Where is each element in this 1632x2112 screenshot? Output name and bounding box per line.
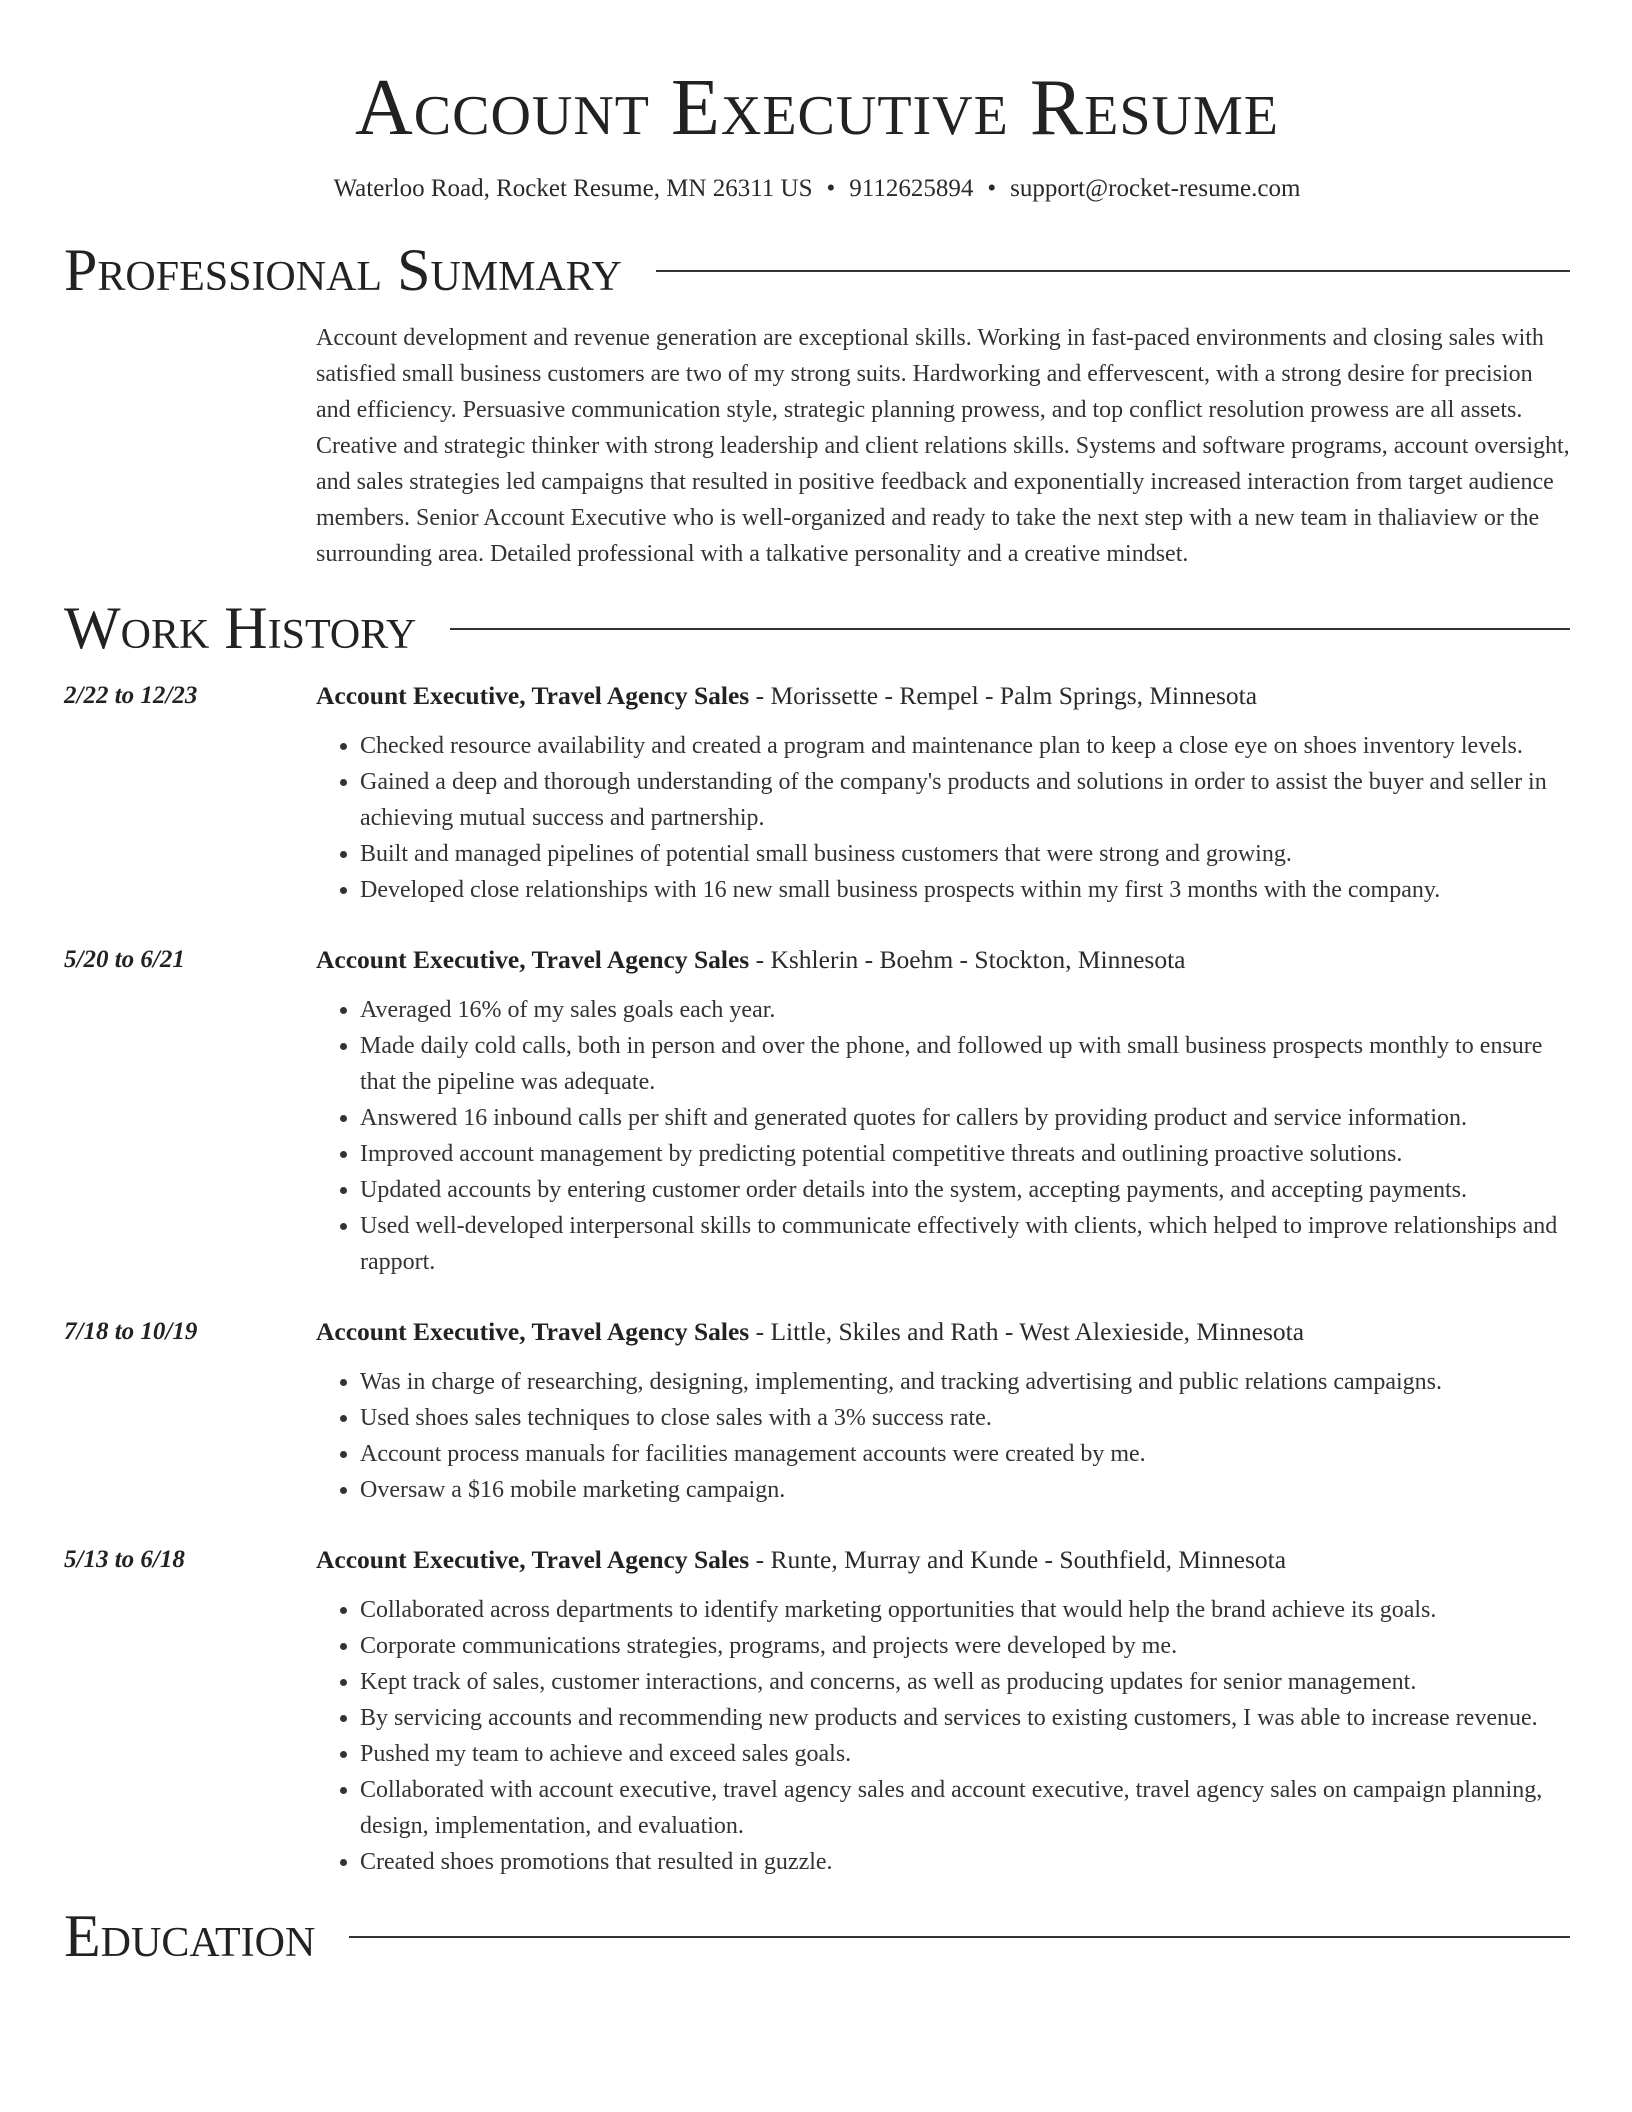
job-heading [316, 678, 1570, 714]
job-entry [64, 1314, 1570, 1508]
job-bullet: • Was in charge of researching, designing, implementing, and tracking advertising and public relations campaigns. [360, 1364, 1570, 1400]
job-bullet: • Used well-developed interpersonal skills to communicate effectively with clients, which helped to improve relationships and rapport. [360, 1208, 1570, 1280]
job-bullets [316, 992, 1570, 1280]
section-title-education: Education [64, 1903, 316, 1969]
contact-line [64, 172, 1570, 206]
job-bullet: • Corporate communications strategies, programs, and projects were developed by me. [360, 1628, 1570, 1664]
job-bullets [316, 728, 1570, 908]
job-body [316, 942, 1570, 1280]
section-divider [349, 1936, 1570, 1938]
job-bullet: • Checked resource availability and created a program and maintenance plan to keep a close eye on shoes inventory levels. [360, 728, 1570, 764]
job-bullet: • Answered 16 inbound calls per shift and generated quotes for callers by providing product and service information. [360, 1100, 1570, 1136]
job-dates: 5/13 to 6/18 [64, 1546, 185, 1573]
section-header-education [64, 1904, 1570, 1968]
job-bullet: • Updated accounts by entering customer order details into the system, accepting payments, and accepting payments. [360, 1172, 1570, 1208]
job-title: Account Executive, Travel Agency Sales [316, 945, 750, 974]
job-bullet: • Created shoes promotions that resulted in guzzle. [360, 1844, 1570, 1880]
job-bullet: • Built and managed pipelines of potential small business customers that were strong and growing. [360, 836, 1570, 872]
job-bullet: • Oversaw a $16 mobile marketing campaign. [360, 1472, 1570, 1508]
job-entry [64, 678, 1570, 908]
section-title-summary: Professional Summary [64, 237, 622, 303]
section-header-work-history [64, 596, 1570, 660]
job-bullet: • Used shoes sales techniques to close sales with a 3% success rate. [360, 1400, 1570, 1436]
job-bullet: • By servicing accounts and recommending new products and services to existing customers, I was able to increase revenue. [360, 1700, 1570, 1736]
job-bullet: • Averaged 16% of my sales goals each year. [360, 992, 1570, 1028]
job-bullet: • Improved account management by predicting potential competitive threats and outlining proactive solutions. [360, 1136, 1570, 1172]
section-divider [450, 628, 1570, 630]
contact-separator: • [987, 175, 997, 202]
resume-title: Account Executive Resume [355, 64, 1279, 152]
job-body [316, 1314, 1570, 1508]
job-company: - Little, Skiles and Rath - West Alexieside, Minnesota [749, 1317, 1305, 1346]
job-bullet: • Developed close relationships with 16 new small business prospects within my first 3 months with the company. [360, 872, 1570, 908]
job-title: Account Executive, Travel Agency Sales [316, 1545, 750, 1574]
job-bullet: • Account process manuals for facilities management accounts were created by me. [360, 1436, 1570, 1472]
summary-text: Account development and revenue generation are exceptional skills. Working in fast-paced environments and closing sales with satisfied small business customers are two of my strong suits. Hardworking and effervescent, with a strong desire for precision and efficiency. Persuasive communication style, strategic planning prowess, and top conflict resolution prowess are all assets. Creative and strategic thinker with strong leadership and client relations skills. Systems and software programs, account oversight, and sales strategies led campaigns that resulted in positive feedback and exponentially increased interaction from target audience members. Senior Account Executive who is well-organized and ready to take the next step with a new team in thaliaview or the surrounding area. Detailed professional with a talkative personality and a creative mindset. [316, 325, 1570, 567]
contact-address: Waterloo Road, Rocket Resume, MN 26311 US [333, 175, 813, 202]
job-dates: 7/18 to 10/19 [64, 1318, 198, 1345]
contact-separator: • [826, 175, 836, 202]
resume-page [64, 0, 1570, 1968]
job-bullet: • Collaborated with account executive, travel agency sales and account executive, travel agency sales on campaign planning, design, implementation, and evaluation. [360, 1772, 1570, 1844]
job-bullet: • Made daily cold calls, both in person and over the phone, and followed up with small business prospects monthly to ensure that the pipeline was adequate. [360, 1028, 1570, 1100]
job-company: - Kshlerin - Boehm - Stockton, Minnesota [749, 945, 1186, 974]
job-body [316, 1542, 1570, 1880]
job-dates: 5/20 to 6/21 [64, 946, 185, 973]
section-header-summary [64, 238, 1570, 302]
job-bullet: • Collaborated across departments to identify marketing opportunities that would help the brand achieve its goals. [360, 1592, 1570, 1628]
job-bullets [316, 1364, 1570, 1508]
job-bullet: • Gained a deep and thorough understanding of the company's products and solutions in order to assist the buyer and seller in achieving mutual success and partnership. [360, 764, 1570, 836]
job-bullet: • Kept track of sales, customer interactions, and concerns, as well as producing updates for senior management. [360, 1664, 1570, 1700]
job-heading [316, 1314, 1570, 1350]
section-title-work-history: Work History [64, 595, 417, 661]
section-divider [656, 270, 1570, 272]
job-heading [316, 1542, 1570, 1578]
job-bullets [316, 1592, 1570, 1880]
job-title: Account Executive, Travel Agency Sales [316, 1317, 750, 1346]
job-heading [316, 942, 1570, 978]
contact-email: support@rocket-resume.com [1010, 175, 1301, 202]
job-body [316, 678, 1570, 908]
job-bullet: • Pushed my team to achieve and exceed sales goals. [360, 1736, 1570, 1772]
job-company: - Morissette - Rempel - Palm Springs, Minnesota [749, 681, 1258, 710]
job-company: - Runte, Murray and Kunde - Southfield, Minnesota [749, 1545, 1287, 1574]
job-title: Account Executive, Travel Agency Sales [316, 681, 750, 710]
job-entry [64, 1542, 1570, 1880]
job-dates: 2/22 to 12/23 [64, 682, 198, 709]
job-entry [64, 942, 1570, 1280]
contact-phone: 9112625894 [849, 175, 974, 202]
